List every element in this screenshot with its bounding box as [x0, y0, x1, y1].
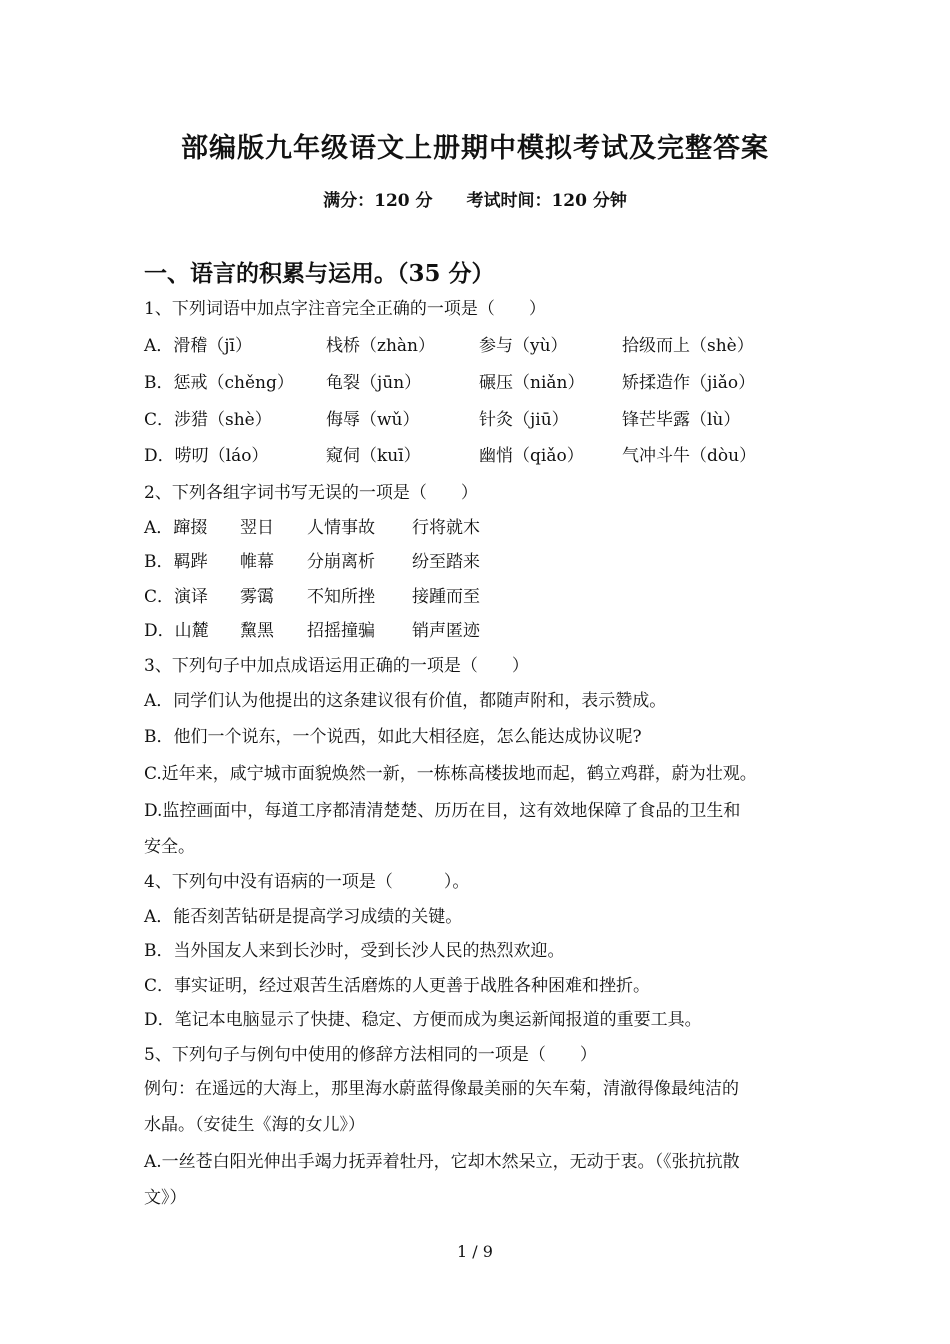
- q1-b-2: 龟裂（jūn）: [326, 373, 422, 393]
- q1-stem: 1、下列词语中加点字注音完全正确的一项是（ ）: [144, 299, 546, 319]
- page-number: 1 / 9: [457, 1242, 493, 1261]
- exam-info: [0, 186, 950, 211]
- q3-option-d-line1: D.监控画面中，每道工序都清清楚楚、历历在目，这有效地保障了食品的卫生和: [144, 801, 741, 821]
- q2-d-2: 黧黑: [240, 621, 274, 641]
- q3-option-c: C.近年来，咸宁城市面貌焕然一新，一栋栋高楼拔地而起，鹤立鸡群，蔚为壮观。: [144, 764, 757, 784]
- q5-example-line1: 例句：在遥远的大海上，那里海水蔚蓝得像最美丽的矢车菊，清澈得像最纯洁的: [144, 1079, 739, 1099]
- q4-option-c: C．事实证明，经过艰苦生活磨炼的人更善于战胜各种困难和挫折。: [144, 976, 651, 996]
- q2-a-3: 人情事故: [307, 518, 375, 538]
- q1-a-4: 拾级而上（shè）: [622, 336, 754, 356]
- q2-a-2: 翌日: [240, 518, 274, 538]
- q3-option-a: A．同学们认为他提出的这条建议很有价值，都随声附和，表示赞成。: [144, 691, 667, 711]
- q2-c-2: 雾霭: [240, 587, 274, 607]
- q1-d-3: 幽悄（qiǎo）: [479, 446, 584, 466]
- q2-c-1: C．演译: [144, 587, 209, 607]
- q1-c-2: 侮辱（wǔ）: [326, 410, 420, 430]
- q1-a-3: 参与（yù）: [479, 336, 568, 356]
- q1-b-3: 碾压（niǎn）: [479, 373, 585, 393]
- q5-option-a-line1: A.一丝苍白阳光伸出手竭力抚弄着牡丹，它却木然呆立，无动于衷。（《张抗抗散: [144, 1152, 740, 1172]
- q3-stem: 3、下列句子中加点成语运用正确的一项是（ ）: [144, 656, 529, 676]
- q1-c-1: C．涉猎（shè）: [144, 410, 272, 430]
- q1-d-4: 气冲斗牛（dòu）: [622, 446, 757, 466]
- q1-c-3: 针灸（jiū）: [479, 410, 569, 430]
- q2-d-3: 招摇撞骗: [307, 621, 375, 641]
- q4-stem: 4、下列句中没有语病的一项是（ ）。: [144, 872, 470, 892]
- full-score: 满分：120 分: [323, 191, 433, 211]
- q5-stem: 5、下列句子与例句中使用的修辞方法相同的一项是（ ）: [144, 1045, 597, 1065]
- q4-option-d: D．笔记本电脑显示了快捷、稳定、方便而成为奥运新闻报道的重要工具。: [144, 1010, 702, 1030]
- q2-d-1: D．山麓: [144, 621, 209, 641]
- q5-option-a-line2: 文》）: [144, 1188, 187, 1208]
- q2-a-4: 行将就木: [412, 518, 480, 538]
- q2-c-4: 接踵而至: [412, 587, 480, 607]
- page-title: 部编版九年级语文上册期中模拟考试及完整答案: [181, 133, 769, 164]
- q3-option-d-line2: 安全。: [144, 837, 195, 857]
- q4-option-a: A．能否刻苦钻研是提高学习成绩的关键。: [144, 907, 463, 927]
- q1-d-1: D．唠叨（láo）: [144, 446, 269, 466]
- q2-stem: 2、下列各组字词书写无误的一项是（ ）: [144, 483, 478, 503]
- q2-b-2: 帷幕: [240, 552, 274, 572]
- q2-b-3: 分崩离析: [307, 552, 375, 572]
- q3-option-b: B．他们一个说东，一个说西，如此大相径庭，怎么能达成协议呢?: [144, 727, 642, 747]
- q2-b-1: B．羁跸: [144, 552, 208, 572]
- q4-option-b: B．当外国友人来到长沙时，受到长沙人民的热烈欢迎。: [144, 941, 565, 961]
- q1-d-2: 窥伺（kuī）: [326, 446, 421, 466]
- q2-b-4: 纷至踏来: [412, 552, 480, 572]
- q1-a-1: A．滑稽（jī）: [144, 336, 252, 356]
- q5-example-line2: 水晶。（安徒生《海的女儿》）: [144, 1115, 365, 1135]
- q2-c-3: 不知所挫: [307, 587, 375, 607]
- q1-c-4: 锋芒毕露（lù）: [622, 410, 741, 430]
- exam-time: 考试时间：120 分钟: [466, 191, 627, 211]
- q2-d-4: 销声匿迹: [412, 621, 480, 641]
- section-heading: 一、语言的积累与运用。（35 分）: [144, 260, 495, 287]
- q1-b-1: B．惩戒（chěng）: [144, 373, 294, 393]
- q1-b-4: 矫揉造作（jiǎo）: [622, 373, 756, 393]
- q1-a-2: 栈桥（zhàn）: [326, 336, 435, 356]
- q2-a-1: A．蹿掇: [144, 518, 208, 538]
